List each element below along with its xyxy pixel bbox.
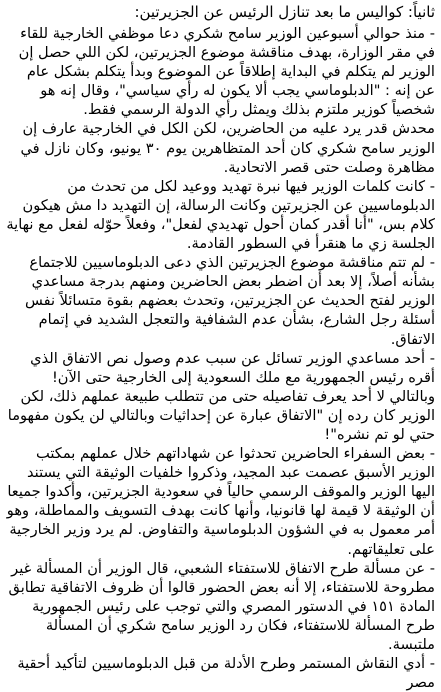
paragraph: - منذ حوالي أسبوعين الوزير سامح شكري دعا موظفي الخارجية للقاء في مقر الوزارة، بهدف مناقشة موضوع الجزيرتين، لكن اللي حصل إن الوزير لم يتكلم في البداية إطلاقاً عن الموضوع وبدأ يتكلم بشكل عام عن إنه : "الدبلوماسي يجب ألا يكون له رأي سياسي"، وقال إنه هو شخصياً كوزير ملتزم بذلك ويمثل رأي الدولة الرسمي فقط.: [18, 25, 435, 119]
paragraph: - لم تتم مناقشة موضوع الجزيرتين الذي دعى الدبلوماسيين للاجتماع بشأنه أصلاً، إلا بعد أن اضطر بعض الحاضرين ومنهم بدرجة مساعدي الوزير لفتح الحديث عن الجزيرتين، وتحدث بعضهم بقوة متسائلاً نفس أسئلة رجل الشارع، بشأن عدم الشفافية والتعجل الشديد في إتمام الاتفاق.: [24, 254, 435, 348]
section-heading: ثانياً: كواليس ما بعد تنازل الرئيس عن الجزيرتين:: [134, 3, 435, 21]
paragraph: - كانت كلمات الوزير فيها نبرة تهديد ووعيد لكل من تحدث من الدبلوماسيين عن الجزيرتين وكانت الرسالة، إن التهديد دا مش هيكون كلام بس، "أنا أقدر كمان أحول تهديدي لفعل"، وفعلاً حوّله لفعل مع نهاية الجلسة زي ما هنقرأ في السطور القادمة.: [6, 177, 435, 253]
paragraph: محدش قدر يرد عليه من الحاضرين، لكن الكل في الخارجية عارف إن الوزير سامح شكري كان أحد المتظاهرين يوم ٣٠ يونيو، وكان نازل في مظاهرة وصلت حتى قصر الاتحادية.: [20, 120, 435, 176]
paragraph: - أدي النقاش المستمر وطرح الأدلة من قبل الدبلوماسيين لتأكيد أحقية مصر: [17, 655, 435, 692]
paragraph: - أحد مساعدي الوزير تسائل عن سبب عدم وصول نص الاتفاق الذي أقره رئيس الجمهورية مع ملك السعودية إلى الخارجية حتى الآن! وبالتالي لا أحد يعرف تفاصيله حتى من تتطلب طبيعة عملهم ذلك، لكن الوزير كان رده إن "الاتفاق عبارة عن إحداثيات وبالتالي لن يكون مفهوما حتي لو تم نشره"!: [7, 349, 435, 443]
paragraph: - عن مسألة طرح الاتفاق للاستفتاء الشعبي، قال الوزير أن المسألة غير مطروحة للاستفتاء، إلا أنه بعض الحضور قالوا أن ظروف الاتفاقية تطابق المادة ١٥١ في الدستور المصري والتي توجب على رئيس الجمهورية طرح المسألة للاستفتاء، فكان رد الوزير سامح شكري أن المسألة ملتبسة.: [8, 559, 435, 653]
paragraph: - بعض السفراء الحاضرين تحدثوا عن شهاداتهم خلال عملهم بمكتب الوزير الأسبق عصمت عبد المجيد، وذكروا خلفيات الوثيقة التي يستند اليها الوزير والموقف الرسمي حالياً في سعودية الجزيرتين، وأكدوا جميعا أن الوثيقة لا قيمة لها قانونيا، وأنها كانت بهدف التسويف والمماطلة، وهو أمر معمول به في الشؤون الدبلوماسية والتفاوض. لم يرد وزير الخارجية على تعليقاتهم.: [6, 445, 435, 558]
